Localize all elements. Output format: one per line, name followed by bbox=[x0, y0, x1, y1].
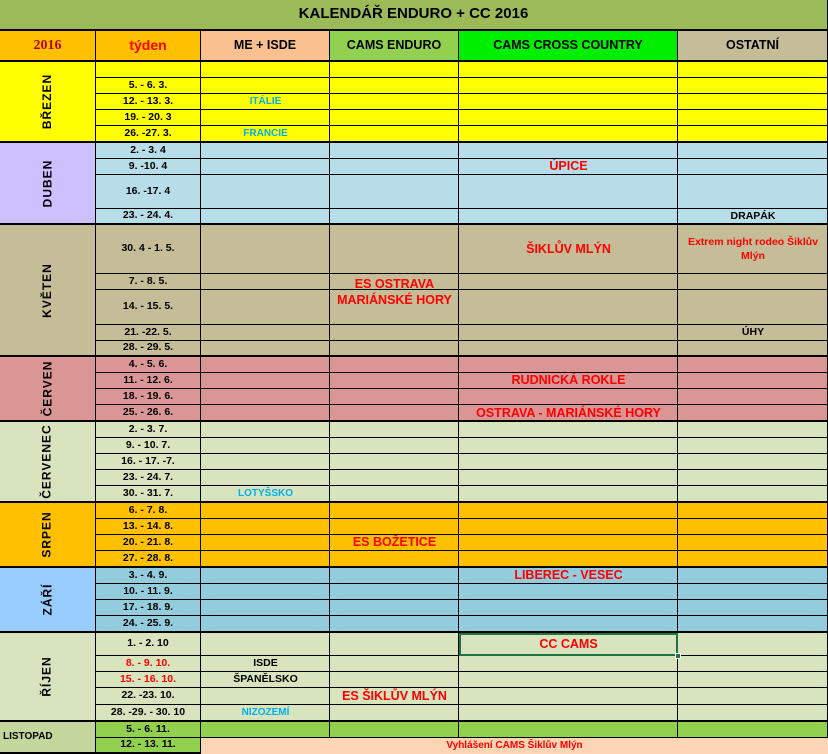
grid-cell[interactable] bbox=[330, 486, 459, 503]
week-cell[interactable]: 8. - 9. 10. bbox=[96, 656, 201, 672]
grid-cell[interactable] bbox=[678, 389, 828, 405]
event-enduro-bozetice[interactable]: ES BOŽETICE bbox=[352, 535, 437, 550]
week-cell[interactable]: 12. - 13. 3. bbox=[96, 94, 201, 110]
week-cell[interactable]: 24. - 25. 9. bbox=[96, 616, 201, 633]
month-april[interactable] bbox=[0, 143, 96, 225]
event-cc-rudnicka[interactable]: RUDNICKÁ ROKLE bbox=[511, 373, 626, 388]
grid-cell[interactable] bbox=[330, 454, 459, 470]
week-cell[interactable]: 9. -10. 4 bbox=[96, 159, 201, 175]
grid-cell[interactable] bbox=[678, 633, 828, 656]
week-cell[interactable]: 23. - 24. 4. bbox=[96, 209, 201, 225]
grid-cell[interactable] bbox=[330, 175, 459, 209]
selection-handle[interactable] bbox=[675, 653, 681, 659]
header-year[interactable]: 2016 bbox=[0, 31, 96, 62]
grid-cell[interactable] bbox=[330, 600, 459, 616]
event-cc-cams[interactable]: CC CAMS bbox=[459, 633, 678, 656]
grid-cell[interactable] bbox=[678, 62, 828, 78]
week-cell[interactable]: 5. - 6. 11. bbox=[96, 722, 201, 738]
grid-cell[interactable] bbox=[678, 405, 828, 422]
grid-cell[interactable] bbox=[201, 274, 330, 290]
grid-cell[interactable] bbox=[459, 209, 678, 225]
event-me-lotyssko[interactable]: LOTYŠSKO bbox=[237, 488, 293, 500]
grid-cell[interactable] bbox=[201, 722, 330, 738]
event-cc-siklu[interactable]: ŠIKLŮV MLÝN bbox=[526, 241, 611, 256]
grid-cell[interactable] bbox=[678, 175, 828, 209]
grid-cell[interactable] bbox=[201, 357, 330, 373]
grid-cell[interactable] bbox=[330, 722, 459, 738]
grid-cell[interactable] bbox=[678, 438, 828, 454]
grid-cell[interactable] bbox=[459, 341, 678, 357]
grid-cell[interactable] bbox=[678, 110, 828, 126]
event-me-spanelsko[interactable]: ŠPANĚLSKO bbox=[233, 673, 298, 686]
grid-cell[interactable] bbox=[459, 486, 678, 503]
grid-cell[interactable] bbox=[330, 225, 459, 274]
month-september-label: ZÁŘÍ bbox=[40, 583, 54, 616]
grid-cell[interactable] bbox=[459, 688, 678, 705]
grid-cell[interactable] bbox=[459, 143, 678, 159]
week-cell[interactable]: 2. - 3. 4 bbox=[96, 143, 201, 159]
week-cell[interactable]: 25. - 26. 6. bbox=[96, 405, 201, 422]
week-cell[interactable]: 22. -23. 10. bbox=[96, 688, 201, 705]
grid-cell[interactable] bbox=[459, 705, 678, 722]
week-cell[interactable]: 2. - 3. 7. bbox=[96, 422, 201, 438]
grid-cell[interactable] bbox=[330, 405, 459, 422]
grid-cell[interactable] bbox=[459, 551, 678, 568]
week-cell[interactable]: 9. - 10. 7. bbox=[96, 438, 201, 454]
grid-cell[interactable] bbox=[201, 503, 330, 519]
header-me-isde[interactable]: ME + ISDE bbox=[201, 31, 330, 62]
grid-cell[interactable] bbox=[201, 78, 330, 94]
header-week[interactable]: týden bbox=[96, 31, 201, 62]
grid-cell[interactable] bbox=[678, 78, 828, 94]
week-cell[interactable]: 14. - 15. 5. bbox=[96, 290, 201, 325]
week-cell[interactable]: 4. - 5. 6. bbox=[96, 357, 201, 373]
grid-cell[interactable] bbox=[678, 722, 828, 738]
week-cell[interactable]: 1. - 2. 10 bbox=[96, 633, 201, 656]
week-cell[interactable]: 13. - 14. 8. bbox=[96, 519, 201, 535]
grid-cell[interactable] bbox=[678, 535, 828, 551]
grid-cell[interactable] bbox=[459, 357, 678, 373]
grid-cell[interactable] bbox=[459, 535, 678, 551]
grid-cell[interactable] bbox=[201, 143, 330, 159]
event-cc-ostrava[interactable]: OSTRAVA - MARIÁNSKÉ HORY bbox=[476, 405, 661, 420]
grid-cell[interactable] bbox=[330, 584, 459, 600]
grid-cell[interactable] bbox=[459, 110, 678, 126]
month-may[interactable] bbox=[0, 225, 96, 357]
grid-cell[interactable] bbox=[330, 94, 459, 110]
grid-cell[interactable] bbox=[459, 175, 678, 209]
month-april-label: DUBEN bbox=[39, 159, 54, 207]
week-cell[interactable]: 28. - 29. 5. bbox=[96, 341, 201, 357]
grid-cell[interactable] bbox=[678, 126, 828, 143]
grid-cell[interactable] bbox=[459, 389, 678, 405]
week-cell[interactable]: 23. - 24. 7. bbox=[96, 470, 201, 486]
event-other-drapak[interactable]: DRAPÁK bbox=[730, 210, 776, 223]
week-cell[interactable]: 16. -17. 4 bbox=[96, 175, 201, 209]
grid-cell[interactable] bbox=[678, 568, 828, 584]
grid-cell[interactable] bbox=[678, 94, 828, 110]
grid-cell[interactable] bbox=[459, 519, 678, 535]
grid-cell[interactable] bbox=[330, 341, 459, 357]
week-cell[interactable]: 11. - 12. 6. bbox=[96, 373, 201, 389]
grid-cell[interactable] bbox=[459, 454, 678, 470]
month-september[interactable] bbox=[0, 568, 96, 633]
grid-cell[interactable] bbox=[330, 325, 459, 341]
grid-cell[interactable] bbox=[330, 656, 459, 672]
grid-cell[interactable] bbox=[201, 470, 330, 486]
grid-cell[interactable] bbox=[330, 503, 459, 519]
grid-cell[interactable] bbox=[459, 584, 678, 600]
grid-cell[interactable] bbox=[201, 568, 330, 584]
grid-cell[interactable] bbox=[201, 616, 330, 633]
grid-cell[interactable] bbox=[678, 705, 828, 722]
grid-cell[interactable] bbox=[678, 616, 828, 633]
grid-cell[interactable] bbox=[330, 62, 459, 78]
header-other[interactable]: OSTATNÍ bbox=[678, 31, 828, 62]
week-cell[interactable]: 30. - 31. 7. bbox=[96, 486, 201, 503]
grid-cell[interactable] bbox=[201, 519, 330, 535]
grid-cell[interactable] bbox=[678, 551, 828, 568]
grid-cell[interactable] bbox=[201, 584, 330, 600]
grid-cell[interactable] bbox=[459, 274, 678, 290]
grid-cell[interactable] bbox=[330, 389, 459, 405]
grid-cell[interactable] bbox=[459, 78, 678, 94]
grid-cell[interactable] bbox=[201, 551, 330, 568]
grid-cell[interactable] bbox=[678, 422, 828, 438]
week-cell[interactable]: 20. - 21. 8. bbox=[96, 535, 201, 551]
grid-cell[interactable] bbox=[201, 600, 330, 616]
grid-cell[interactable] bbox=[459, 503, 678, 519]
month-august[interactable] bbox=[0, 503, 96, 568]
grid-cell[interactable] bbox=[201, 209, 330, 225]
event-other-extrem[interactable]: Extrem night rodeo Šiklův Mlýn bbox=[687, 236, 819, 262]
week-cell[interactable]: 30. 4 - 1. 5. bbox=[96, 225, 201, 274]
month-june-label: ČERVEN bbox=[39, 360, 54, 417]
grid-cell[interactable] bbox=[330, 110, 459, 126]
grid-cell[interactable] bbox=[678, 688, 828, 705]
grid-cell[interactable] bbox=[459, 656, 678, 672]
grid-cell[interactable] bbox=[459, 290, 678, 325]
header-cams-enduro[interactable]: CAMS ENDURO bbox=[330, 31, 459, 62]
event-announce[interactable]: Vyhlášení CAMS Šiklův Mlýn bbox=[201, 738, 828, 754]
grid-cell[interactable] bbox=[330, 616, 459, 633]
grid-cell[interactable] bbox=[330, 209, 459, 225]
grid-cell[interactable] bbox=[678, 290, 828, 325]
grid-cell[interactable] bbox=[459, 422, 678, 438]
grid-cell[interactable] bbox=[678, 672, 828, 688]
event-enduro-ostrava[interactable]: ES OSTRAVA MARIÁNSKÉ HORY bbox=[337, 277, 452, 307]
month-july-label: ČERVENEC bbox=[40, 424, 54, 499]
grid-cell[interactable] bbox=[678, 519, 828, 535]
grid-cell[interactable] bbox=[459, 438, 678, 454]
grid-cell[interactable] bbox=[330, 143, 459, 159]
month-june[interactable] bbox=[0, 357, 96, 422]
grid-cell[interactable] bbox=[201, 633, 330, 656]
event-me-italie[interactable]: ITÁLIE bbox=[249, 95, 282, 107]
grid-cell[interactable] bbox=[459, 94, 678, 110]
grid-cell[interactable] bbox=[201, 373, 330, 389]
grid-cell[interactable] bbox=[201, 688, 330, 705]
grid-cell[interactable] bbox=[459, 62, 678, 78]
grid-cell[interactable] bbox=[201, 325, 330, 341]
week-cell[interactable]: 5. - 6. 3. bbox=[96, 78, 201, 94]
grid-cell[interactable] bbox=[330, 357, 459, 373]
week-cell[interactable]: 26. -27. 3. bbox=[96, 126, 201, 143]
event-cc-liberec[interactable]: LIBEREC - VESEC bbox=[514, 568, 623, 583]
grid-cell[interactable] bbox=[201, 62, 330, 78]
grid-cell[interactable] bbox=[330, 705, 459, 722]
grid-cell[interactable] bbox=[678, 341, 828, 357]
week-cell[interactable]: 21. -22. 5. bbox=[96, 325, 201, 341]
grid-cell[interactable] bbox=[459, 470, 678, 486]
month-october-label: ŘÍJEN bbox=[40, 656, 54, 697]
grid-cell[interactable] bbox=[330, 470, 459, 486]
month-october[interactable] bbox=[0, 633, 96, 722]
event-cc-upice[interactable]: ÚPICE bbox=[549, 159, 588, 174]
grid-cell[interactable] bbox=[201, 535, 330, 551]
grid-cell[interactable] bbox=[201, 110, 330, 126]
week-cell[interactable] bbox=[96, 62, 201, 78]
event-other-uhy[interactable]: ÚHY bbox=[741, 326, 765, 339]
grid-cell[interactable] bbox=[330, 159, 459, 175]
event-enduro-siklu[interactable]: ES ŠIKLŮV MLÝN bbox=[342, 688, 447, 703]
grid-cell[interactable] bbox=[201, 290, 330, 325]
month-march[interactable] bbox=[0, 62, 96, 143]
grid-cell[interactable] bbox=[678, 600, 828, 616]
grid-cell[interactable] bbox=[201, 341, 330, 357]
week-cell[interactable]: 16. - 17. -7. bbox=[96, 454, 201, 470]
grid-cell[interactable] bbox=[330, 438, 459, 454]
grid-cell[interactable] bbox=[330, 551, 459, 568]
grid-cell[interactable] bbox=[201, 454, 330, 470]
grid-cell[interactable] bbox=[678, 373, 828, 389]
grid-cell[interactable] bbox=[678, 159, 828, 175]
week-cell[interactable]: 19. - 20. 3 bbox=[96, 110, 201, 126]
grid-cell[interactable] bbox=[201, 159, 330, 175]
grid-cell[interactable] bbox=[678, 357, 828, 373]
grid-cell[interactable] bbox=[330, 78, 459, 94]
grid-cell[interactable] bbox=[459, 600, 678, 616]
grid-cell[interactable] bbox=[459, 722, 678, 738]
week-cell[interactable]: 15. - 16. 10. bbox=[96, 672, 201, 688]
week-cell[interactable]: 10. - 11. 9. bbox=[96, 584, 201, 600]
grid-cell[interactable] bbox=[330, 633, 459, 656]
grid-cell[interactable] bbox=[330, 519, 459, 535]
month-march-label: BŘEZEN bbox=[40, 73, 54, 130]
event-me-isde[interactable]: ISDE bbox=[253, 657, 278, 670]
grid-cell[interactable] bbox=[459, 325, 678, 341]
grid-cell[interactable] bbox=[201, 225, 330, 274]
event-me-nizozemi[interactable]: NIZOZEMÍ bbox=[241, 707, 290, 719]
grid-cell[interactable] bbox=[678, 503, 828, 519]
grid-cell[interactable] bbox=[330, 672, 459, 688]
event-me-francie[interactable]: FRANCIE bbox=[243, 128, 288, 140]
week-cell[interactable]: 28. -29. - 30. 10 bbox=[96, 705, 201, 722]
grid-cell[interactable] bbox=[201, 405, 330, 422]
grid-cell[interactable] bbox=[201, 438, 330, 454]
grid-cell[interactable] bbox=[201, 422, 330, 438]
week-cell[interactable]: 3. - 4. 9. bbox=[96, 568, 201, 584]
grid-cell[interactable] bbox=[678, 486, 828, 503]
week-cell[interactable]: 18. - 19. 6. bbox=[96, 389, 201, 405]
grid-cell[interactable] bbox=[459, 672, 678, 688]
week-cell[interactable]: 7. - 8. 5. bbox=[96, 274, 201, 290]
grid-cell[interactable] bbox=[678, 470, 828, 486]
grid-cell[interactable] bbox=[330, 126, 459, 143]
week-cell[interactable]: 17. - 18. 9. bbox=[96, 600, 201, 616]
grid-cell[interactable] bbox=[678, 454, 828, 470]
month-may-label: KVĚTEN bbox=[40, 262, 54, 318]
header-cams-cc[interactable]: CAMS CROSS COUNTRY bbox=[459, 31, 678, 62]
month-july[interactable] bbox=[0, 422, 96, 503]
grid-cell[interactable] bbox=[678, 584, 828, 600]
sheet-title[interactable]: KALENDÁŘ ENDURO + CC 2016 bbox=[0, 0, 828, 31]
month-august-label: SRPEN bbox=[40, 511, 54, 558]
week-cell[interactable]: 27. - 28. 8. bbox=[96, 551, 201, 568]
grid-cell[interactable] bbox=[459, 616, 678, 633]
grid-cell[interactable] bbox=[330, 422, 459, 438]
grid-cell[interactable] bbox=[678, 656, 828, 672]
grid-cell[interactable] bbox=[459, 126, 678, 143]
week-cell[interactable]: 6. - 7. 8. bbox=[96, 503, 201, 519]
grid-cell[interactable] bbox=[678, 274, 828, 290]
grid-cell[interactable] bbox=[330, 568, 459, 584]
grid-cell[interactable] bbox=[201, 389, 330, 405]
grid-cell[interactable] bbox=[330, 373, 459, 389]
grid-cell[interactable] bbox=[678, 143, 828, 159]
month-november[interactable]: LISTOPAD bbox=[0, 722, 96, 754]
week-cell[interactable]: 12. - 13. 11. bbox=[96, 738, 201, 754]
grid-cell[interactable] bbox=[201, 175, 330, 209]
